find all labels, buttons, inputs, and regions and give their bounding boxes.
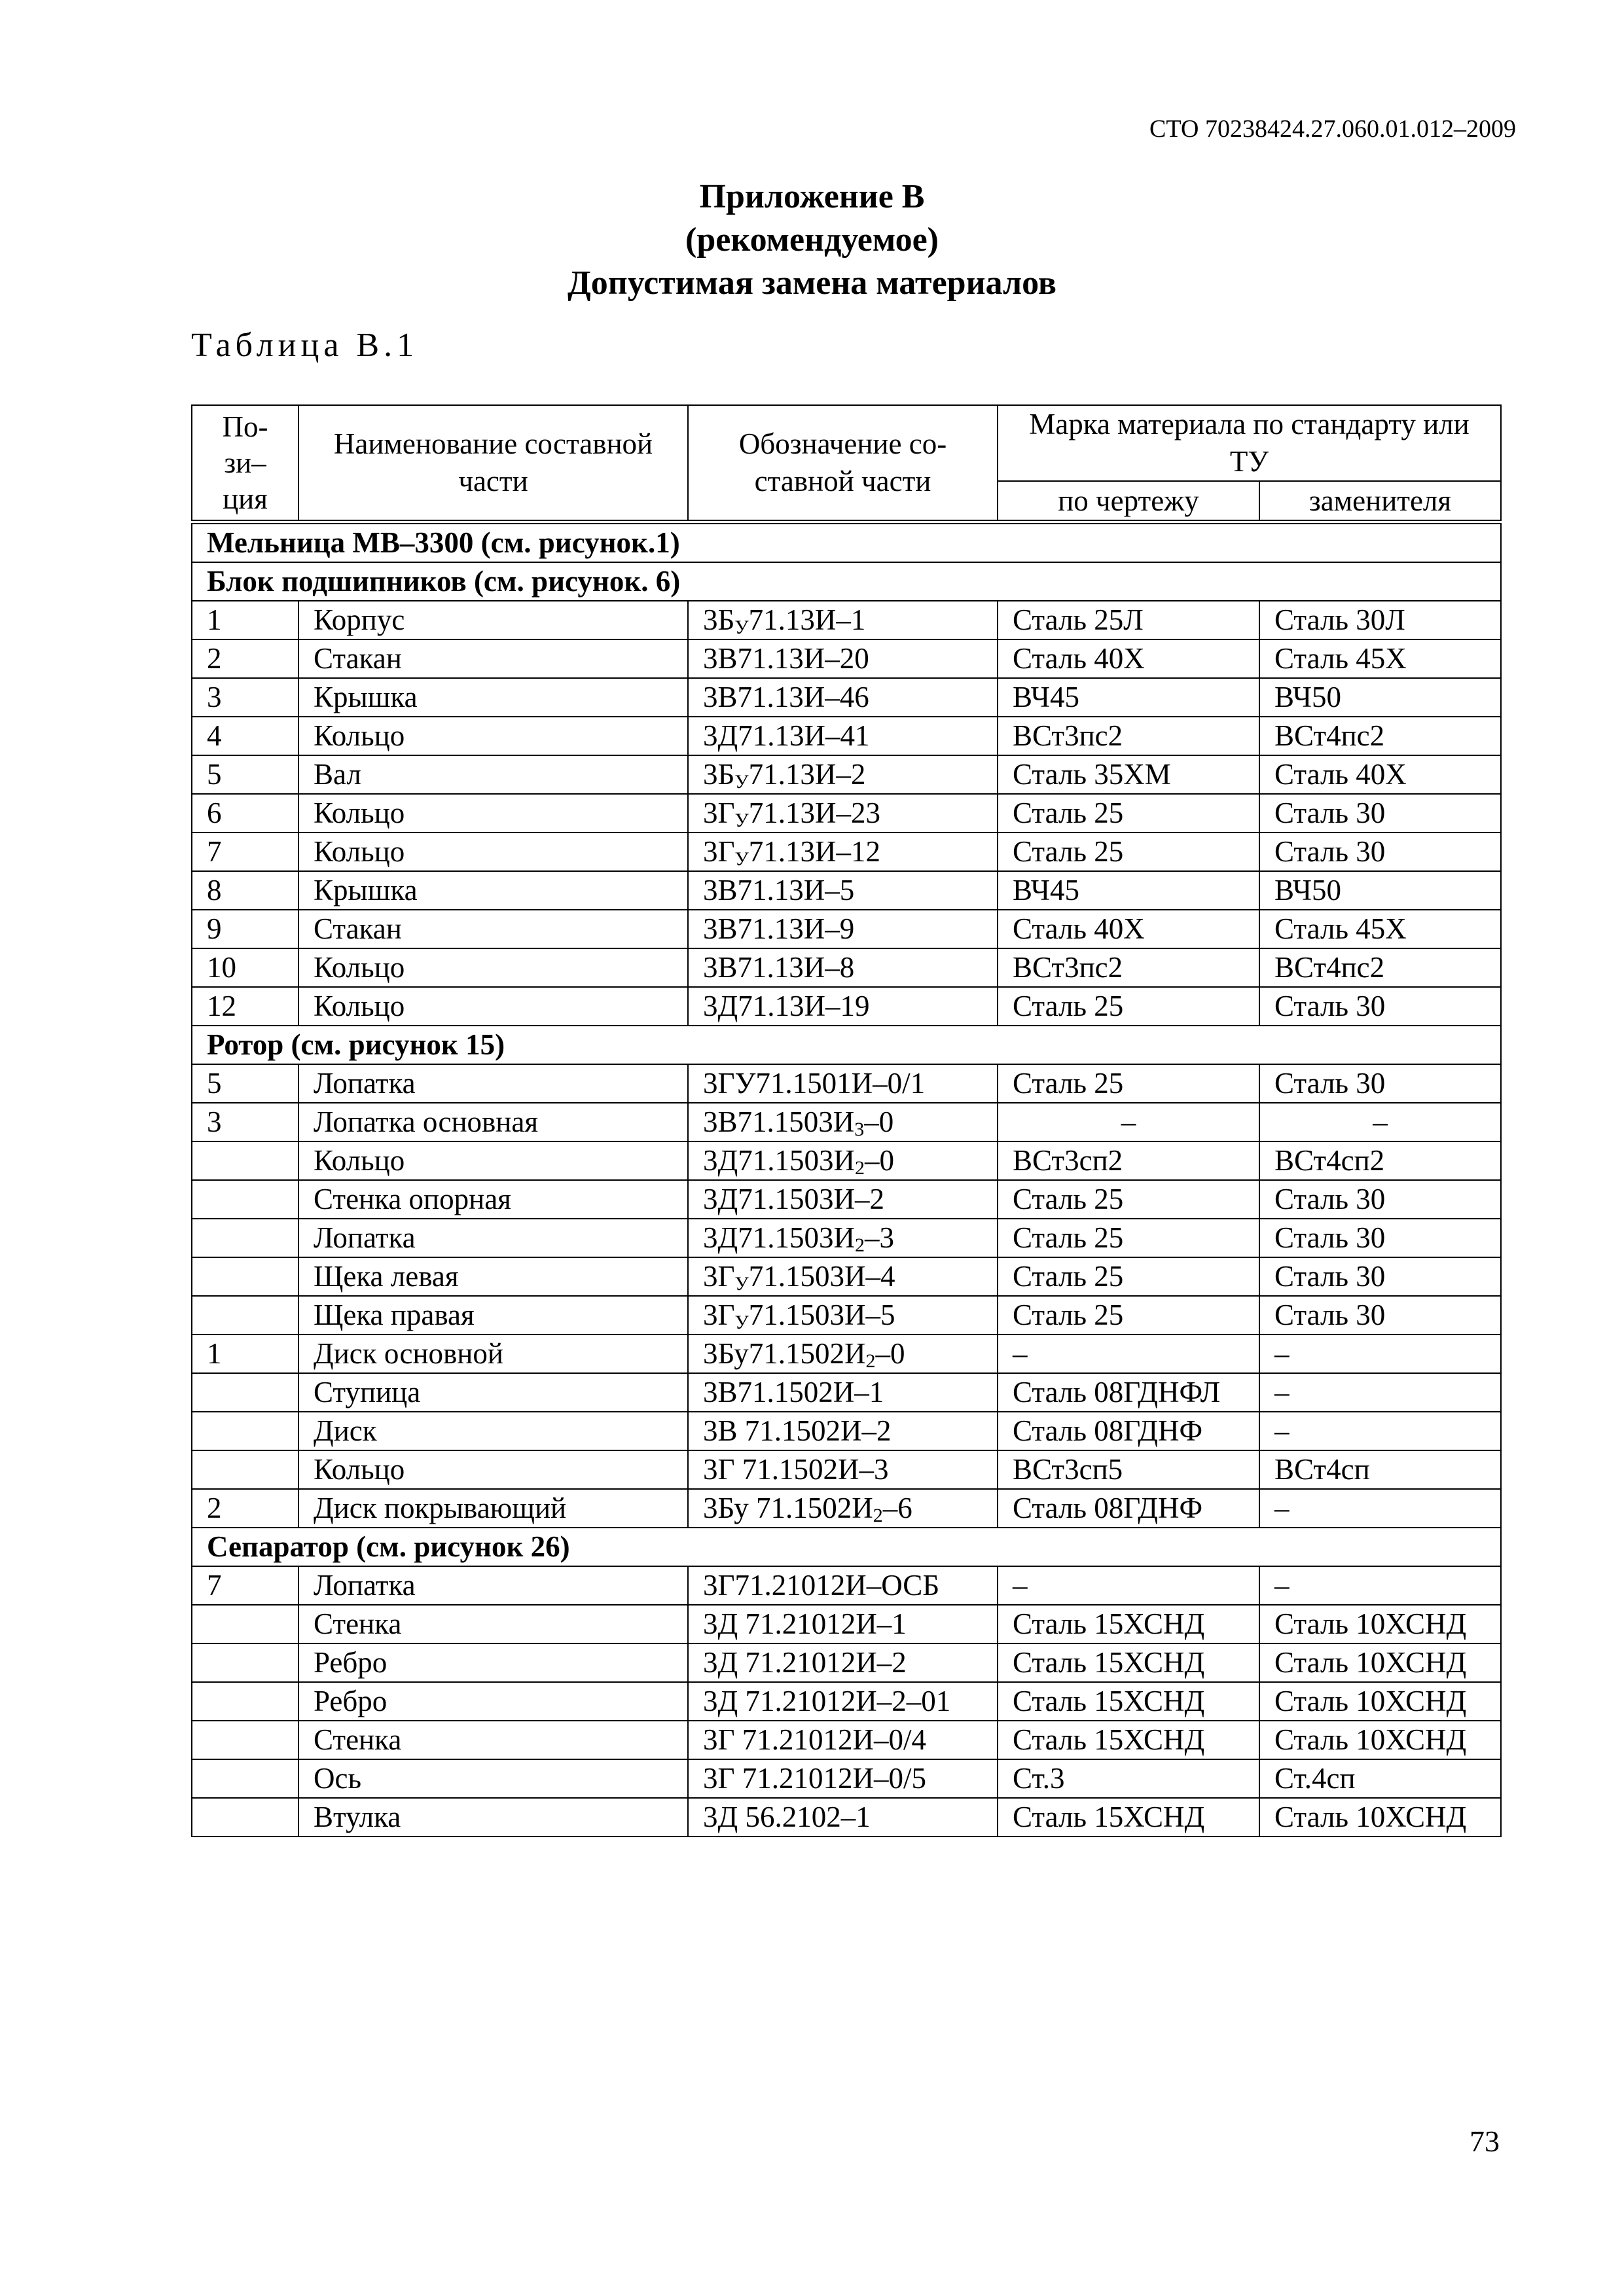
table-section-row <box>192 562 1501 601</box>
cell-material-substitute: Сталь 40Х <box>1259 755 1501 794</box>
cell-material-substitute: – <box>1259 1412 1501 1450</box>
document-code: СТО 70238424.27.060.01.012–2009 <box>1149 115 1516 143</box>
cell-part-name: Ось <box>298 1759 688 1798</box>
cell-material-substitute: ВСт4пс2 <box>1259 948 1501 987</box>
cell-part-name: Ребро <box>298 1643 688 1682</box>
cell-material-by-drawing: ВСт3пс2 <box>998 948 1259 987</box>
cell-part-designation: 3Д71.1503И–2 <box>688 1180 998 1219</box>
cell-part-designation: $3Г_У71.13И-23$ <box>688 794 998 833</box>
cell-material-by-drawing: Сталь 25 <box>998 1219 1259 1257</box>
cell-material-by-drawing: Сталь 40Х <box>998 639 1259 678</box>
cell-part-name: Кольцо <box>298 1141 688 1180</box>
cell-position <box>192 1219 298 1257</box>
title-block <box>0 175 1624 305</box>
cell-part-name: Кольцо <box>298 1450 688 1489</box>
cell-material-substitute: ВЧ50 <box>1259 678 1501 717</box>
table-row <box>192 1721 1501 1759</box>
cell-part-designation: $3Г_У71.13И-12$ <box>688 833 998 871</box>
cell-part-designation: 3Г 71.21012И–0/4 <box>688 1721 998 1759</box>
table-body <box>192 522 1501 1837</box>
cell-part-name: Стенка <box>298 1721 688 1759</box>
cell-position <box>192 1296 298 1335</box>
cell-material-substitute: Сталь 30 <box>1259 1257 1501 1296</box>
cell-material-substitute: ВЧ50 <box>1259 871 1501 910</box>
section-title: Мельница МВ–3300 (см. рисунок.1) <box>192 522 1501 563</box>
table-row <box>192 987 1501 1026</box>
cell-part-name: Кольцо <box>298 717 688 755</box>
cell-position: 2 <box>192 639 298 678</box>
appendix-status: (рекомендуемое) <box>685 221 939 259</box>
table-row <box>192 1759 1501 1798</box>
cell-material-substitute: Сталь 10ХСНД <box>1259 1798 1501 1837</box>
cell-material-substitute: – <box>1259 1373 1501 1412</box>
table-row <box>192 948 1501 987</box>
cell-part-name: Лопатка <box>298 1219 688 1257</box>
table-section-row <box>192 522 1501 563</box>
cell-part-designation: 3Д 71.21012И–2–01 <box>688 1682 998 1721</box>
cell-material-by-drawing: ВСт3сп5 <box>998 1450 1259 1489</box>
table-row <box>192 1643 1501 1682</box>
table-row <box>192 1412 1501 1450</box>
header-part-designation: Обозначение со-ставной части <box>688 405 998 522</box>
cell-material-by-drawing: Сталь 25 <box>998 1064 1259 1103</box>
cell-material-substitute: – <box>1259 1489 1501 1528</box>
cell-part-name: Щека левая <box>298 1257 688 1296</box>
cell-position: 4 <box>192 717 298 755</box>
cell-material-substitute: – <box>1259 1103 1501 1141</box>
table-section-row <box>192 1528 1501 1566</box>
table-row <box>192 755 1501 794</box>
cell-material-substitute: Сталь 10ХСНД <box>1259 1605 1501 1643</box>
cell-position: 7 <box>192 833 298 871</box>
cell-part-designation: $3Б_У71.13И-2$ <box>688 755 998 794</box>
cell-position: 3 <box>192 678 298 717</box>
cell-part-name: Кольцо <box>298 948 688 987</box>
cell-position: 7 <box>192 1566 298 1605</box>
cell-position <box>192 1605 298 1643</box>
cell-material-by-drawing: Сталь 25 <box>998 1257 1259 1296</box>
table-row <box>192 1450 1501 1489</box>
cell-position: 12 <box>192 987 298 1026</box>
cell-part-designation: 3Бу $71.1502И_2-6$ <box>688 1489 998 1528</box>
cell-part-name: Вал <box>298 755 688 794</box>
cell-part-name: Стенка опорная <box>298 1180 688 1219</box>
cell-material-substitute: ВСт4сп2 <box>1259 1141 1501 1180</box>
cell-position: 1 <box>192 601 298 639</box>
cell-part-designation: 3Г 71.21012И–0/5 <box>688 1759 998 1798</box>
table-row <box>192 1373 1501 1412</box>
cell-part-name: Ребро <box>298 1682 688 1721</box>
cell-material-by-drawing: Сталь 08ГДНФ <box>998 1412 1259 1450</box>
cell-part-name: Втулка <box>298 1798 688 1837</box>
cell-part-designation: 3Д71.13И–41 <box>688 717 998 755</box>
cell-part-designation: $3Б_У71.13И-1$ <box>688 601 998 639</box>
cell-part-name: Стакан <box>298 910 688 948</box>
header-material-grade: Марка материала по стандарту или ТУ <box>998 405 1501 481</box>
cell-part-name: Крышка <box>298 871 688 910</box>
cell-material-by-drawing: Сталь 08ГДНФЛ <box>998 1373 1259 1412</box>
cell-part-name: Стенка <box>298 1605 688 1643</box>
cell-part-designation: 3В71.13И–8 <box>688 948 998 987</box>
appendix-title: Приложение В <box>699 178 925 215</box>
cell-material-substitute: ВСт4сп <box>1259 1450 1501 1489</box>
table-row <box>192 1103 1501 1141</box>
cell-part-designation: 3В71.13И–46 <box>688 678 998 717</box>
table-row <box>192 678 1501 717</box>
cell-part-name: Диск основной <box>298 1335 688 1373</box>
table-row <box>192 1682 1501 1721</box>
table-row <box>192 1566 1501 1605</box>
cell-position <box>192 1257 298 1296</box>
table-caption: Таблица В.1 <box>191 327 419 364</box>
cell-part-designation: 3Д 56.2102–1 <box>688 1798 998 1837</box>
table-row <box>192 833 1501 871</box>
cell-position <box>192 1450 298 1489</box>
cell-part-name: Кольцо <box>298 794 688 833</box>
cell-material-substitute: Сталь 30 <box>1259 833 1501 871</box>
cell-part-designation: $3Г_У71.1503И-5$ <box>688 1296 998 1335</box>
cell-part-designation: 3Г71.21012И–ОСБ <box>688 1566 998 1605</box>
table-row <box>192 1180 1501 1219</box>
cell-material-substitute: Сталь 45Х <box>1259 639 1501 678</box>
cell-position <box>192 1759 298 1798</box>
cell-material-substitute: – <box>1259 1335 1501 1373</box>
table-row <box>192 1605 1501 1643</box>
table-row <box>192 1219 1501 1257</box>
cell-part-designation: 3В71.13И–9 <box>688 910 998 948</box>
cell-part-name: Диск <box>298 1412 688 1450</box>
table-row <box>192 871 1501 910</box>
header-substitute: заменителя <box>1259 481 1501 522</box>
cell-position: 5 <box>192 755 298 794</box>
cell-material-substitute: Сталь 30 <box>1259 1064 1501 1103</box>
cell-material-substitute: Сталь 45Х <box>1259 910 1501 948</box>
cell-material-by-drawing: Сталь 15ХСНД <box>998 1682 1259 1721</box>
cell-material-substitute: Ст.4сп <box>1259 1759 1501 1798</box>
cell-material-by-drawing: Сталь 40Х <box>998 910 1259 948</box>
cell-part-designation: 3Д71.13И–19 <box>688 987 998 1026</box>
table-section-row <box>192 1026 1501 1064</box>
section-title: Сепаратор (см. рисунок 26) <box>192 1528 1501 1566</box>
cell-part-name: Лопатка <box>298 1064 688 1103</box>
cell-material-substitute: Сталь 30 <box>1259 1180 1501 1219</box>
cell-material-by-drawing: Сталь 25 <box>998 794 1259 833</box>
table-row <box>192 1489 1501 1528</box>
cell-material-substitute: Сталь 30Л <box>1259 601 1501 639</box>
cell-part-designation: 3Д 71.21012И–2 <box>688 1643 998 1682</box>
cell-material-by-drawing: Сталь 15ХСНД <box>998 1605 1259 1643</box>
table-row <box>192 1257 1501 1296</box>
cell-material-by-drawing: Сталь 25Л <box>998 601 1259 639</box>
header-by-drawing: по чертежу <box>998 481 1259 522</box>
cell-material-substitute: Сталь 30 <box>1259 1219 1501 1257</box>
cell-part-designation: $3Бу71.1502И_2-0$ <box>688 1335 998 1373</box>
cell-part-name: Диск покрывающий <box>298 1489 688 1528</box>
cell-material-by-drawing: ВСт3сп2 <box>998 1141 1259 1180</box>
cell-position <box>192 1412 298 1450</box>
cell-part-name: Щека правая <box>298 1296 688 1335</box>
cell-position: 10 <box>192 948 298 987</box>
cell-position <box>192 1180 298 1219</box>
section-title: Ротор (см. рисунок 15) <box>192 1026 1501 1064</box>
cell-material-by-drawing: Ст.3 <box>998 1759 1259 1798</box>
table-header <box>192 405 1501 522</box>
cell-material-substitute: Сталь 30 <box>1259 1296 1501 1335</box>
cell-material-by-drawing: ВСт3пс2 <box>998 717 1259 755</box>
cell-part-designation: $3Д71.1503И_2-3$ <box>688 1219 998 1257</box>
cell-position: 8 <box>192 871 298 910</box>
cell-part-name: Стакан <box>298 639 688 678</box>
cell-position: 9 <box>192 910 298 948</box>
cell-material-substitute: Сталь 10ХСНД <box>1259 1643 1501 1682</box>
cell-position: 1 <box>192 1335 298 1373</box>
table-row <box>192 910 1501 948</box>
header-part-name: Наименование составной части <box>298 405 688 522</box>
cell-material-substitute: Сталь 10ХСНД <box>1259 1682 1501 1721</box>
cell-position: 5 <box>192 1064 298 1103</box>
table-row <box>192 1064 1501 1103</box>
cell-material-by-drawing: Сталь 08ГДНФ <box>998 1489 1259 1528</box>
table-row <box>192 794 1501 833</box>
cell-material-by-drawing: Сталь 25 <box>998 987 1259 1026</box>
cell-material-by-drawing: Сталь 15ХСНД <box>998 1721 1259 1759</box>
cell-material-by-drawing: ВЧ45 <box>998 871 1259 910</box>
cell-part-designation: 3В71.1502И–1 <box>688 1373 998 1412</box>
cell-part-designation: 3В 71.1502И–2 <box>688 1412 998 1450</box>
cell-part-designation: 3В71.13И–20 <box>688 639 998 678</box>
cell-material-substitute: Сталь 10ХСНД <box>1259 1721 1501 1759</box>
table-row <box>192 639 1501 678</box>
cell-material-by-drawing: Сталь 35ХМ <box>998 755 1259 794</box>
cell-material-by-drawing: Сталь 15ХСНД <box>998 1798 1259 1837</box>
cell-position <box>192 1798 298 1837</box>
cell-position <box>192 1141 298 1180</box>
cell-material-by-drawing: – <box>998 1335 1259 1373</box>
cell-material-by-drawing: Сталь 25 <box>998 1180 1259 1219</box>
table-row <box>192 1296 1501 1335</box>
cell-part-designation: $3Д71.1503И_2-0$ <box>688 1141 998 1180</box>
cell-material-by-drawing: – <box>998 1566 1259 1605</box>
table-row <box>192 601 1501 639</box>
table-row <box>192 1141 1501 1180</box>
cell-position <box>192 1373 298 1412</box>
cell-part-designation: 3В71.13И–5 <box>688 871 998 910</box>
cell-part-name: Ступица <box>298 1373 688 1412</box>
cell-position <box>192 1643 298 1682</box>
section-title: Блок подшипников (см. рисунок. 6) <box>192 562 1501 601</box>
cell-part-name: Корпус <box>298 601 688 639</box>
cell-part-designation: $3В71.1503И_3-0$ <box>688 1103 998 1141</box>
table-row <box>192 1798 1501 1837</box>
cell-position: 6 <box>192 794 298 833</box>
material-substitution-table <box>191 404 1502 1837</box>
cell-material-by-drawing: Сталь 25 <box>998 1296 1259 1335</box>
page-number: 73 <box>1470 2125 1500 2158</box>
cell-material-by-drawing: Сталь 25 <box>998 833 1259 871</box>
appendix-subject: Допустимая замена материалов <box>568 264 1056 302</box>
cell-material-substitute: Сталь 30 <box>1259 987 1501 1026</box>
cell-material-substitute: ВСт4пс2 <box>1259 717 1501 755</box>
cell-position: 3 <box>192 1103 298 1141</box>
cell-material-by-drawing: ВЧ45 <box>998 678 1259 717</box>
cell-part-name: Лопатка основная <box>298 1103 688 1141</box>
cell-position <box>192 1682 298 1721</box>
cell-material-by-drawing: Сталь 15ХСНД <box>998 1643 1259 1682</box>
cell-position <box>192 1721 298 1759</box>
header-position: По- зи– ция <box>192 405 298 522</box>
cell-material-by-drawing: – <box>998 1103 1259 1141</box>
cell-part-designation: 3Г 71.1502И–3 <box>688 1450 998 1489</box>
cell-material-substitute: – <box>1259 1566 1501 1605</box>
cell-part-name: Кольцо <box>298 987 688 1026</box>
cell-part-designation: $3Г_У71.1503И-4$ <box>688 1257 998 1296</box>
cell-part-name: Крышка <box>298 678 688 717</box>
cell-part-name: Лопатка <box>298 1566 688 1605</box>
cell-part-designation: 3ГУ71.1501И–0/1 <box>688 1064 998 1103</box>
cell-part-name: Кольцо <box>298 833 688 871</box>
table-row <box>192 1335 1501 1373</box>
table-row <box>192 717 1501 755</box>
cell-part-designation: 3Д 71.21012И–1 <box>688 1605 998 1643</box>
cell-material-substitute: Сталь 30 <box>1259 794 1501 833</box>
cell-position: 2 <box>192 1489 298 1528</box>
